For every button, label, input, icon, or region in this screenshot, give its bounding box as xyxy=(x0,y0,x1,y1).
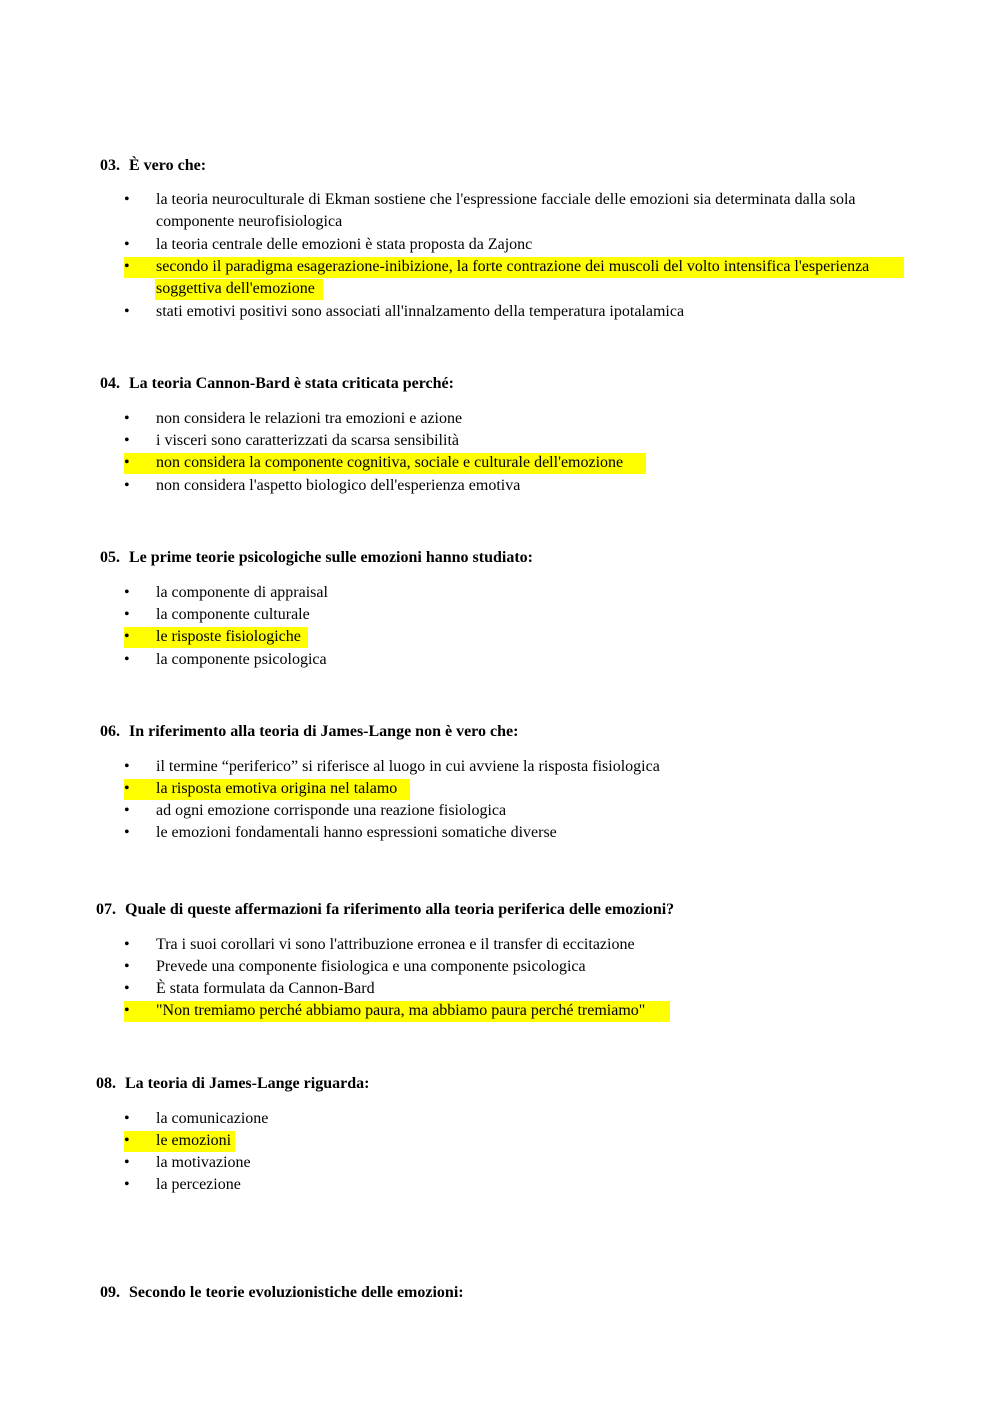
answer-option xyxy=(124,956,914,978)
option-text: la teoria neuroculturale di Ekman sostiene che l'espressione facciale delle emozioni sia determinata dalla sola componente neurofisiologica xyxy=(156,191,856,230)
question-title xyxy=(100,722,518,742)
answer-option xyxy=(124,1174,914,1196)
option-text: i visceri sono caratterizzati da scarsa sensibilità xyxy=(156,432,459,449)
bullet-icon: • xyxy=(124,454,130,471)
option-text: secondo il paradigma esagerazione-inibizione, la forte contrazione dei muscoli del volto intensifica l'esperienza soggettiva dell'emozione xyxy=(156,258,870,297)
question-title xyxy=(100,548,533,568)
option-text: le emozioni fondamentali hanno espressioni somatiche diverse xyxy=(156,824,557,841)
option-text: Tra i suoi corollari vi sono l'attribuzione erronea e il transfer di eccitazione xyxy=(156,936,635,953)
bullet-icon: • xyxy=(124,584,130,601)
question-text: Le prime teorie psicologiche sulle emozioni hanno studiato: xyxy=(129,549,533,566)
answer-option xyxy=(124,234,914,256)
answer-option xyxy=(124,430,914,452)
bullet-icon: • xyxy=(124,432,130,449)
option-text: la componente psicologica xyxy=(156,651,327,668)
question-text: Secondo le teorie evoluzionistiche delle emozioni: xyxy=(129,1284,464,1301)
option-text: "Non tremiamo perché abbiamo paura, ma abbiamo paura perché tremiamo" xyxy=(156,1002,646,1019)
bullet-icon: • xyxy=(124,958,130,975)
option-text: non considera la componente cognitiva, sociale e culturale dell'emozione xyxy=(156,454,624,471)
question-number: 07. xyxy=(96,901,116,918)
bullet-icon: • xyxy=(124,191,130,208)
bullet-icon: • xyxy=(124,1002,130,1019)
option-text: non considera le relazioni tra emozioni e azione xyxy=(156,410,463,427)
bullet-icon: • xyxy=(124,1154,130,1171)
question-title xyxy=(100,1283,464,1303)
option-text: la componente di appraisal xyxy=(156,584,328,601)
answer-option xyxy=(124,756,914,778)
question-number: 05. xyxy=(100,549,120,566)
answer-option-correct xyxy=(124,1130,914,1152)
answer-option xyxy=(124,475,914,497)
bullet-icon: • xyxy=(124,936,130,953)
bullet-icon: • xyxy=(124,780,130,797)
answer-option xyxy=(124,582,914,604)
bullet-icon: • xyxy=(124,236,130,253)
option-text: Prevede una componente fisiologica e una componente psicologica xyxy=(156,958,586,975)
answer-option xyxy=(124,189,914,233)
bullet-icon: • xyxy=(124,1132,130,1149)
question-number: 04. xyxy=(100,375,120,392)
question-title xyxy=(96,900,674,920)
option-text: la comunicazione xyxy=(156,1110,269,1127)
option-text: le emozioni xyxy=(156,1132,232,1149)
bullet-icon: • xyxy=(124,802,130,819)
question-text: La teoria Cannon-Bard è stata criticata perché: xyxy=(129,375,454,392)
bullet-icon: • xyxy=(124,980,130,997)
bullet-icon: • xyxy=(124,651,130,668)
question-number: 09. xyxy=(100,1284,120,1301)
bullet-icon: • xyxy=(124,477,130,494)
option-text: la componente culturale xyxy=(156,606,310,623)
answer-option xyxy=(124,1152,914,1174)
bullet-icon: • xyxy=(124,303,130,320)
bullet-icon: • xyxy=(124,628,130,645)
option-text: il termine “periferico” si riferisce al luogo in cui avviene la risposta fisiologica xyxy=(156,758,660,775)
question-number: 06. xyxy=(100,723,120,740)
bullet-icon: • xyxy=(124,410,130,427)
answer-option xyxy=(124,800,914,822)
question-title xyxy=(96,1074,369,1094)
question-text: In riferimento alla teoria di James-Lange non è vero che: xyxy=(129,723,519,740)
option-text: stati emotivi positivi sono associati all'innalzamento della temperatura ipotalamica xyxy=(156,303,685,320)
bullet-icon: • xyxy=(124,1110,130,1127)
bullet-icon: • xyxy=(124,606,130,623)
answer-option xyxy=(124,1108,914,1130)
question-title xyxy=(100,156,206,176)
answer-option-correct xyxy=(124,1000,914,1022)
answer-option xyxy=(124,301,914,323)
answer-option xyxy=(124,604,914,626)
option-text: la risposta emotiva origina nel talamo xyxy=(156,780,398,797)
bullet-icon: • xyxy=(124,258,130,275)
answer-option-correct xyxy=(124,626,914,648)
question-title xyxy=(100,374,454,394)
bullet-icon: • xyxy=(124,1176,130,1193)
option-text: ad ogni emozione corrisponde una reazione fisiologica xyxy=(156,802,507,819)
question-number: 03. xyxy=(100,157,120,174)
question-number: 08. xyxy=(96,1075,116,1092)
answer-option-correct xyxy=(124,256,914,300)
answer-option-correct xyxy=(124,778,914,800)
option-text: la percezione xyxy=(156,1176,241,1193)
answer-option-correct xyxy=(124,452,914,474)
answer-option xyxy=(124,822,914,844)
question-text: È vero che: xyxy=(129,157,207,174)
option-text: non considera l'aspetto biologico dell'esperienza emotiva xyxy=(156,477,521,494)
option-text: la teoria centrale delle emozioni è stata proposta da Zajonc xyxy=(156,236,533,253)
option-text: È stata formulata da Cannon-Bard xyxy=(156,980,375,997)
option-text: le risposte fisiologiche xyxy=(156,628,301,645)
option-text: la motivazione xyxy=(156,1154,251,1171)
bullet-icon: • xyxy=(124,758,130,775)
bullet-icon: • xyxy=(124,824,130,841)
answer-option xyxy=(124,978,914,1000)
question-text: La teoria di James-Lange riguarda: xyxy=(125,1075,370,1092)
answer-option xyxy=(124,649,914,671)
answer-option xyxy=(124,934,914,956)
question-text: Quale di queste affermazioni fa riferimento alla teoria periferica delle emozioni? xyxy=(125,901,675,918)
answer-option xyxy=(124,408,914,430)
